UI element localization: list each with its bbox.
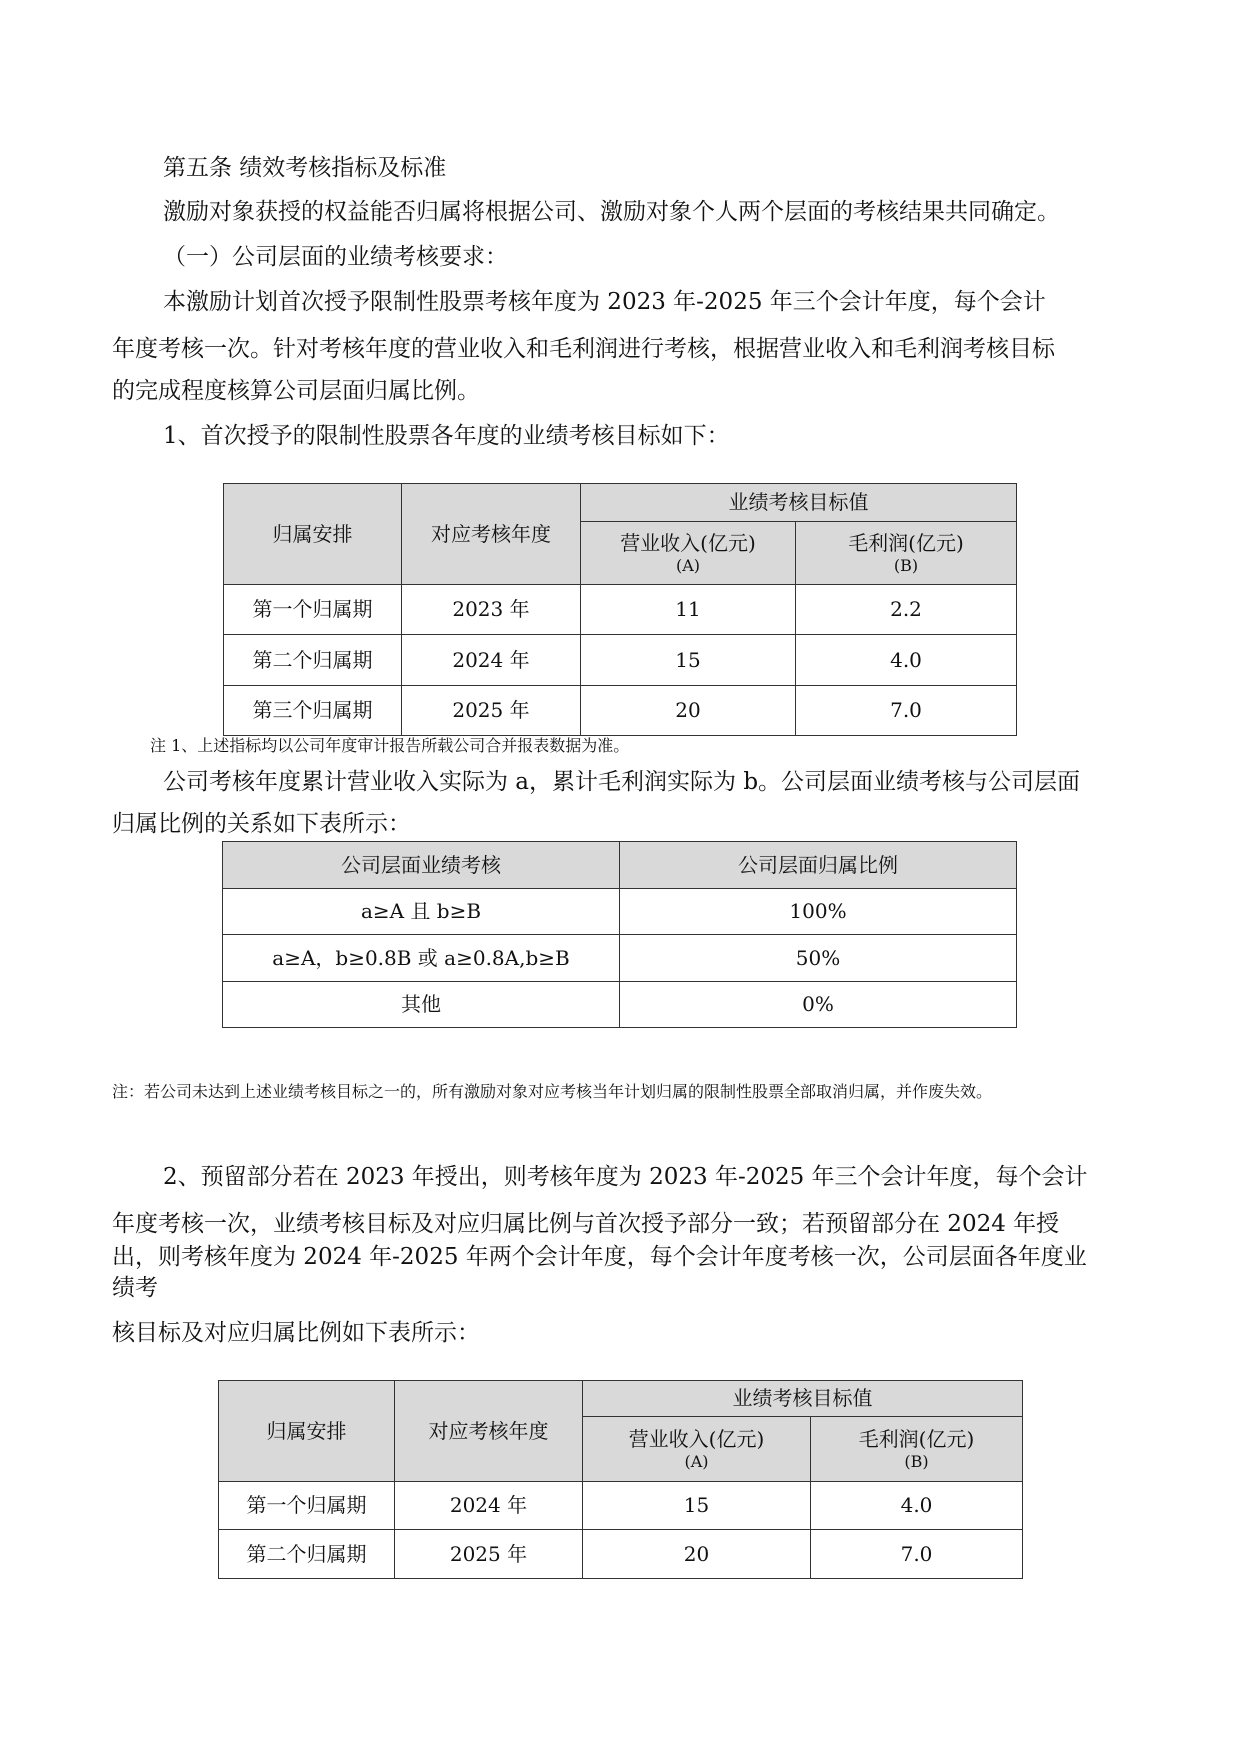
- header-gross-profit: 毛利润(亿元) (B): [811, 1417, 1023, 1482]
- cell-gross-profit: 2.2: [796, 585, 1017, 635]
- header-period: 归属安排: [224, 484, 402, 585]
- cell-revenue: 15: [583, 1482, 811, 1530]
- cell-year: 2024 年: [395, 1482, 583, 1530]
- item-heading: 1、首次授予的限制性股票各年度的业绩考核目标如下：: [163, 423, 730, 449]
- header-revenue: 营业收入(亿元) (A): [583, 1417, 811, 1482]
- cell-year: 2025 年: [402, 686, 581, 736]
- paragraph-line: 年度考核一次。针对考核年度的营业收入和毛利润进行考核，根据营业收入和毛利润考核目标: [112, 336, 1055, 362]
- table-row: [219, 1530, 1023, 1579]
- cell-period: 第一个归属期: [219, 1482, 395, 1530]
- performance-target-table: [223, 483, 1017, 736]
- cell-gross-profit: 4.0: [796, 635, 1017, 686]
- cell-period: 第二个归属期: [224, 635, 402, 686]
- header-target: 业绩考核目标值: [581, 484, 1017, 522]
- paragraph-line: 出，则考核年度为 2024 年-2025 年两个会计年度，每个会计年度考核一次，公司层面各年度业: [112, 1244, 1087, 1270]
- cell-period: 第三个归属期: [224, 686, 402, 736]
- cell-ratio: 50%: [620, 935, 1017, 982]
- cell-condition: a≥A 且 b≥B: [223, 889, 620, 935]
- section-title: 第五条 绩效考核指标及标准: [163, 155, 447, 181]
- header-period: 归属安排: [219, 1381, 395, 1482]
- paragraph-line: 绩考: [112, 1275, 158, 1301]
- paragraph-line: 年度考核一次，业绩考核目标及对应归属比例与首次授予部分一致；若预留部分在 2024 年授: [112, 1211, 1060, 1237]
- table-row: [224, 686, 1017, 736]
- table-row: [223, 935, 1017, 982]
- header-target: 业绩考核目标值: [583, 1381, 1023, 1417]
- cell-year: 2025 年: [395, 1530, 583, 1579]
- cell-revenue: 20: [581, 686, 796, 736]
- header-condition: 公司层面业绩考核: [223, 842, 620, 889]
- paragraph-line: 核目标及对应归属比例如下表所示：: [112, 1320, 480, 1346]
- sub-heading: （一）公司层面的业绩考核要求：: [163, 244, 508, 270]
- paragraph-line: 归属比例的关系如下表所示：: [112, 811, 411, 837]
- table-row: [223, 889, 1017, 935]
- cell-gross-profit: 4.0: [811, 1482, 1023, 1530]
- cell-ratio: 100%: [620, 889, 1017, 935]
- paragraph-line: 的完成程度核算公司层面归属比例。: [112, 378, 480, 404]
- paragraph-line: 公司考核年度累计营业收入实际为 a，累计毛利润实际为 b。公司层面业绩考核与公司层面: [163, 769, 1081, 795]
- paragraph-line: 本激励计划首次授予限制性股票考核年度为 2023 年-2025 年三个会计年度，每个会计: [163, 289, 1046, 315]
- vesting-ratio-table: [222, 841, 1017, 1028]
- cell-period: 第二个归属期: [219, 1530, 395, 1579]
- intro-text: 激励对象获授的权益能否归属将根据公司、激励对象个人两个层面的考核结果共同确定。: [163, 199, 1060, 225]
- cell-year: 2024 年: [402, 635, 581, 686]
- table-row: [224, 585, 1017, 635]
- cell-gross-profit: 7.0: [796, 686, 1017, 736]
- table-row: [224, 635, 1017, 686]
- cell-condition: a≥A，b≥0.8B 或 a≥0.8A,b≥B: [223, 935, 620, 982]
- header-revenue: 营业收入(亿元) (A): [581, 522, 796, 585]
- table-row: [223, 982, 1017, 1028]
- cell-revenue: 15: [581, 635, 796, 686]
- table-row: [219, 1482, 1023, 1530]
- cell-revenue: 20: [583, 1530, 811, 1579]
- table-note: 注 1、上述指标均以公司年度审计报告所载公司合并报表数据为准。: [150, 736, 630, 755]
- table-note: 注：若公司未达到上述业绩考核目标之一的，所有激励对象对应考核当年计划归属的限制性股票全部取消归属，并作废失效。: [112, 1082, 993, 1101]
- reserved-target-table: [218, 1380, 1023, 1579]
- cell-period: 第一个归属期: [224, 585, 402, 635]
- cell-revenue: 11: [581, 585, 796, 635]
- header-ratio: 公司层面归属比例: [620, 842, 1017, 889]
- cell-ratio: 0%: [620, 982, 1017, 1028]
- header-gross-profit: 毛利润(亿元) (B): [796, 522, 1017, 585]
- cell-year: 2023 年: [402, 585, 581, 635]
- cell-gross-profit: 7.0: [811, 1530, 1023, 1579]
- header-year: 对应考核年度: [402, 484, 581, 585]
- cell-condition: 其他: [223, 982, 620, 1028]
- paragraph-line: 2、预留部分若在 2023 年授出，则考核年度为 2023 年-2025 年三个会计年度，每个会计: [163, 1164, 1088, 1190]
- header-year: 对应考核年度: [395, 1381, 583, 1482]
